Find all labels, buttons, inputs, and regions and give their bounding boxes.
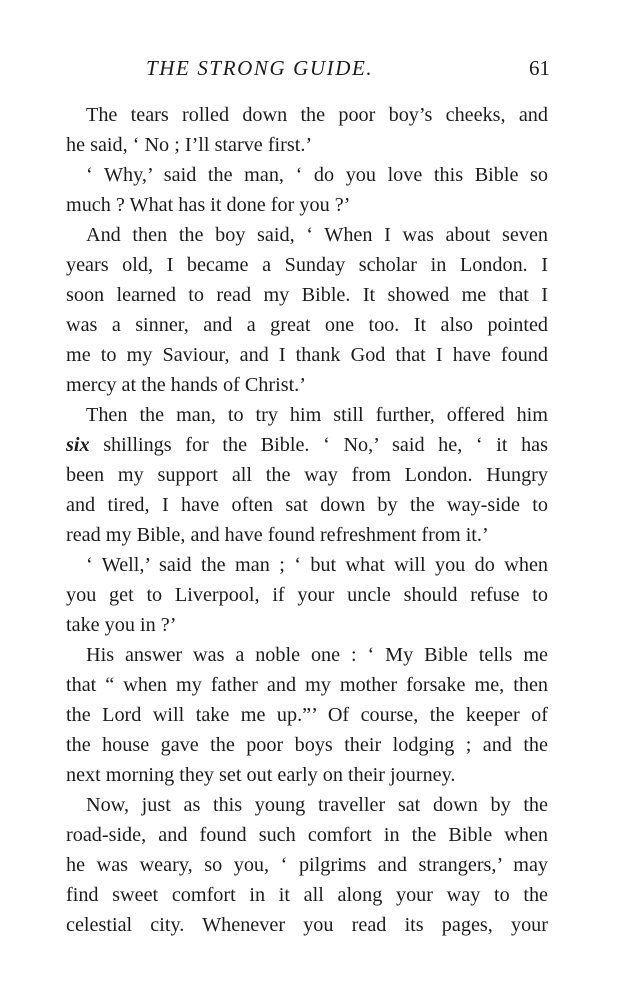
body-text: [46, 100, 548, 940]
text-line: take you in ?’: [66, 614, 177, 636]
text-line: the Lord will take me up.”’ Of course, the keeper of: [66, 704, 548, 726]
paragraph: [46, 790, 548, 940]
paragraph: [46, 220, 548, 400]
text-line: road-side, and found such comfort in the Bible when: [66, 824, 548, 846]
running-title: THE STRONG GUIDE.: [146, 56, 374, 80]
text-line: The tears rolled down the poor boy’s cheeks, and: [86, 104, 548, 126]
text-line: he was weary, so you, ‘ pilgrims and strangers,’ may: [66, 854, 548, 876]
text-line: much ? What has it done for you ?’: [66, 194, 351, 216]
text-line: ‘ Well,’ said the man ; ‘ but what will you do when: [86, 554, 548, 576]
text-line: and tired, I have often sat down by the way-side to: [66, 494, 548, 516]
text-line: read my Bible, and have found refreshment from it.’: [66, 524, 489, 546]
text-line-rest: shillings for the Bible. ‘ No,’ said he, ‘ it has: [103, 434, 548, 456]
page-number: 61: [529, 56, 550, 80]
text-line: next morning they set out early on their journey.: [66, 764, 456, 786]
text-line: the house gave the poor boys their lodging ; and the: [66, 734, 548, 756]
emphasis-word: six: [66, 434, 90, 456]
text-line: me to my Saviour, and I thank God that I have found: [66, 344, 548, 366]
text-line: years old, I became a Sunday scholar in London. I: [66, 254, 548, 276]
paragraph: [46, 550, 548, 640]
text-line: soon learned to read my Bible. It showed me that I: [66, 284, 548, 306]
text-line: mercy at the hands of Christ.’: [66, 374, 306, 396]
text-line: ‘ Why,’ said the man, ‘ do you love this Bible so: [86, 164, 548, 186]
text-line: [46, 430, 548, 460]
text-line: His answer was a noble one : ‘ My Bible tells me: [86, 644, 548, 666]
paragraph: [46, 100, 548, 160]
text-line: been my support all the way from London. Hungry: [66, 464, 548, 486]
text-line: that “ when my father and my mother forsake me, then: [66, 674, 548, 696]
text-line: celestial city. Whenever you read its pages, your: [66, 914, 548, 936]
paragraph: [46, 640, 548, 790]
text-line: you get to Liverpool, if your uncle should refuse to: [66, 584, 548, 606]
text-line: Then the man, to try him still further, offered him: [86, 404, 548, 426]
text-line: he said, ‘ No ; I’ll starve first.’: [66, 134, 313, 156]
text-line: was a sinner, and a great one too. It also pointed: [66, 314, 548, 336]
text-line: Now, just as this young traveller sat down by the: [86, 794, 548, 816]
paragraph: [46, 400, 548, 550]
text-line: find sweet comfort in it all along your way to the: [66, 884, 548, 906]
text-line: And then the boy said, ‘ When I was about seven: [86, 224, 548, 246]
running-head: [40, 56, 550, 86]
paragraph: [46, 160, 548, 220]
